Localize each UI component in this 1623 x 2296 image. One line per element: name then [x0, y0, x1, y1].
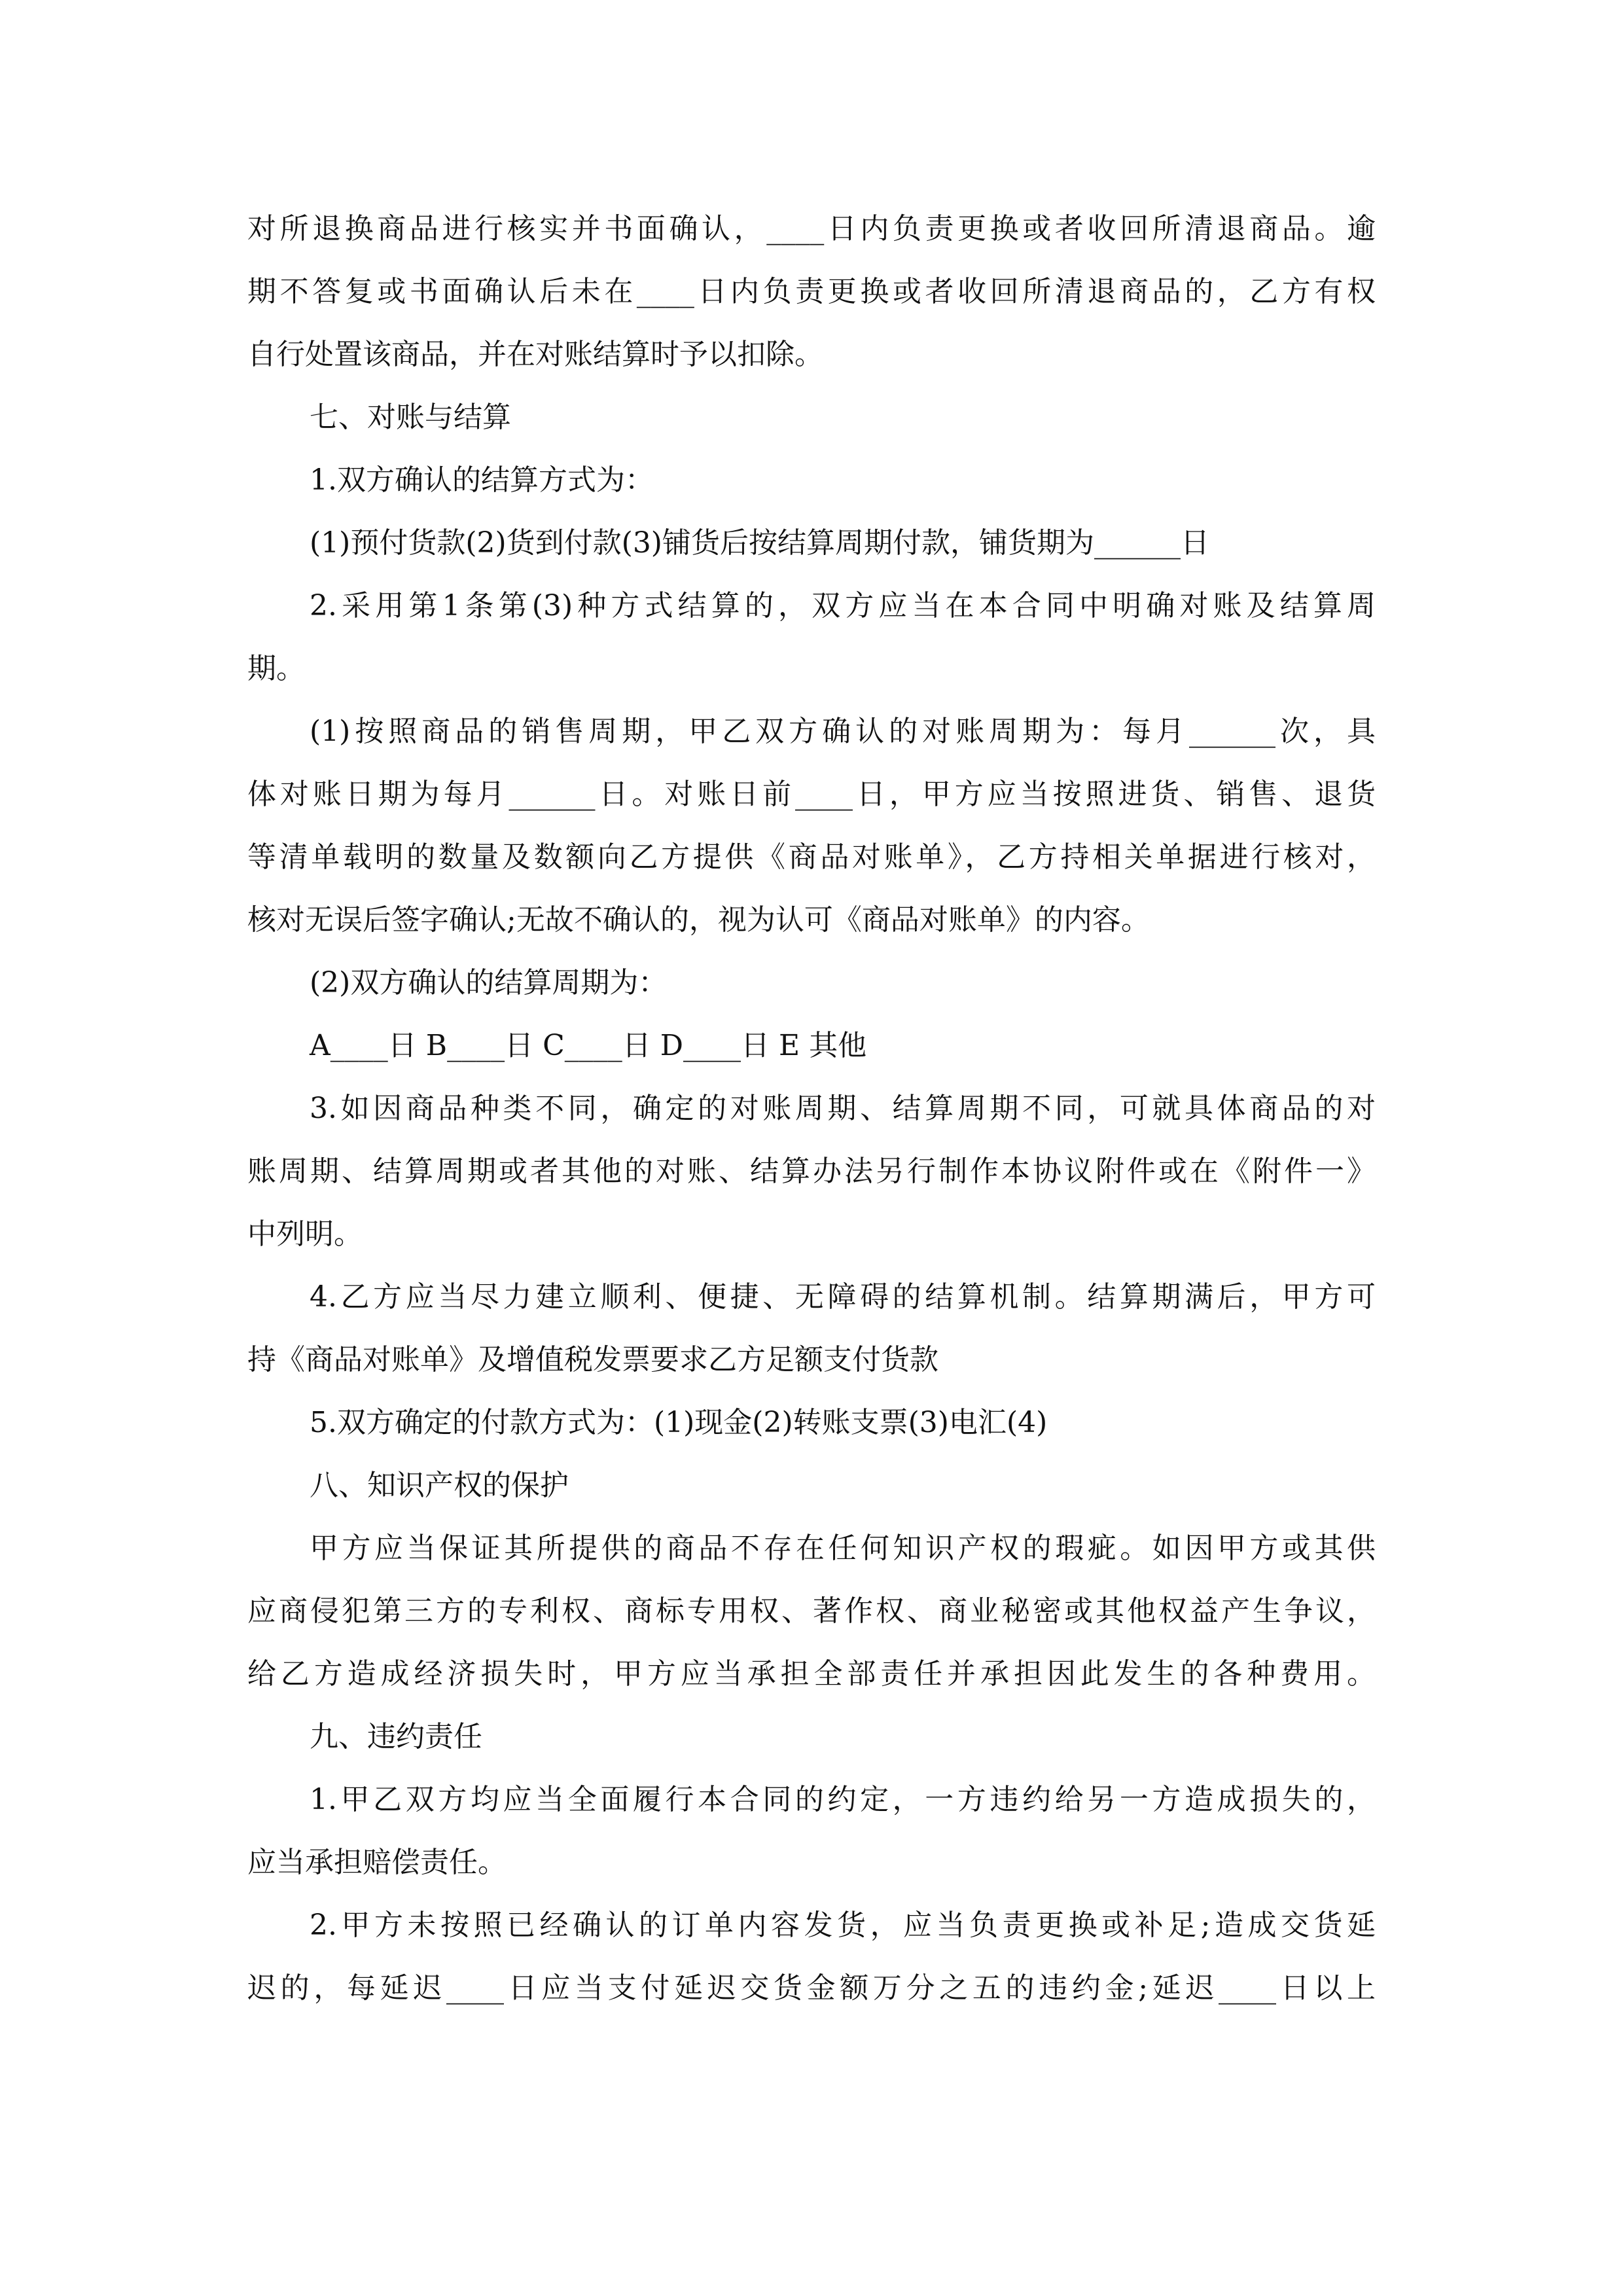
text-line: 对所退换商品进行核实并书面确认，____日内负责更换或者收回所清退商品。逾 [247, 212, 1376, 245]
text-line: (1)预付货款(2)货到付款(3)铺货后按结算周期付款，铺货期为______日 [310, 526, 1209, 560]
text-line: 甲方应当保证其所提供的商品不存在任何知识产权的瑕疵。如因甲方或其供 [310, 1532, 1376, 1565]
text-line: 5.双方确定的付款方式为：(1)现金(2)转账支票(3)电汇(4) [310, 1406, 1048, 1439]
text-line: 体对账日期为每月______日。对账日前____日，甲方应当按照进货、销售、退货 [247, 778, 1376, 811]
document-body [247, 198, 1376, 2020]
text-line: 1.双方确认的结算方式为： [310, 463, 654, 497]
text-line: 中列明。 [247, 1217, 363, 1251]
text-line: A____日 B____日 C____日 D____日 E 其他 [310, 1029, 867, 1062]
text-line: 期不答复或书面确认后未在____日内负责更换或者收回所清退商品的，乙方有权 [247, 275, 1376, 308]
text-line: 4.乙方应当尽力建立顺利、便捷、无障碍的结算机制。结算期满后，甲方可 [310, 1280, 1376, 1314]
text-line: (2)双方确认的结算周期为： [310, 966, 668, 999]
text-line: 持《商品对账单》及增值税发票要求乙方足额支付货款 [247, 1343, 938, 1376]
text-line: 期。 [247, 652, 305, 685]
text-line: 账周期、结算周期或者其他的对账、结算办法另行制作本协议附件或在《附件一》 [247, 1155, 1376, 1188]
text-line: 1.甲乙双方均应当全面履行本合同的约定，一方违约给另一方造成损失的， [310, 1783, 1376, 1816]
text-line: 应商侵犯第三方的专利权、商标专用权、著作权、商业秘密或其他权益产生争议， [247, 1594, 1376, 1628]
text-line: 核对无误后签字确认;无故不确认的，视为认可《商品对账单》的内容。 [247, 903, 1150, 937]
text-line: 自行处置该商品，并在对账结算时予以扣除。 [247, 338, 823, 371]
text-line: 迟的，每延迟____日应当支付延迟交货金额万分之五的违约金;延迟____日以上 [247, 1971, 1376, 2005]
section-heading-seven: 七、对账与结算 [310, 401, 511, 434]
text-line: 给乙方造成经济损失时，甲方应当承担全部责任并承担因此发生的各种费用。 [247, 1657, 1376, 1691]
text-line: 应当承担赔偿责任。 [247, 1846, 507, 1879]
section-heading-nine: 九、违约责任 [310, 1720, 482, 1753]
text-line: (1)按照商品的销售周期，甲乙双方确认的对账周期为：每月______次，具 [310, 715, 1376, 748]
text-line: 2.甲方未按照已经确认的订单内容发货，应当负责更换或补足;造成交货延 [310, 1909, 1376, 1942]
text-line: 等清单载明的数量及数额向乙方提供《商品对账单》，乙方持相关单据进行核对， [247, 840, 1376, 874]
text-line: 2.采用第1条第(3)种方式结算的，双方应当在本合同中明确对账及结算周 [310, 589, 1376, 622]
section-heading-eight: 八、知识产权的保护 [310, 1469, 569, 1502]
text-line: 3.如因商品种类不同，确定的对账周期、结算周期不同，可就具体商品的对 [310, 1092, 1376, 1125]
